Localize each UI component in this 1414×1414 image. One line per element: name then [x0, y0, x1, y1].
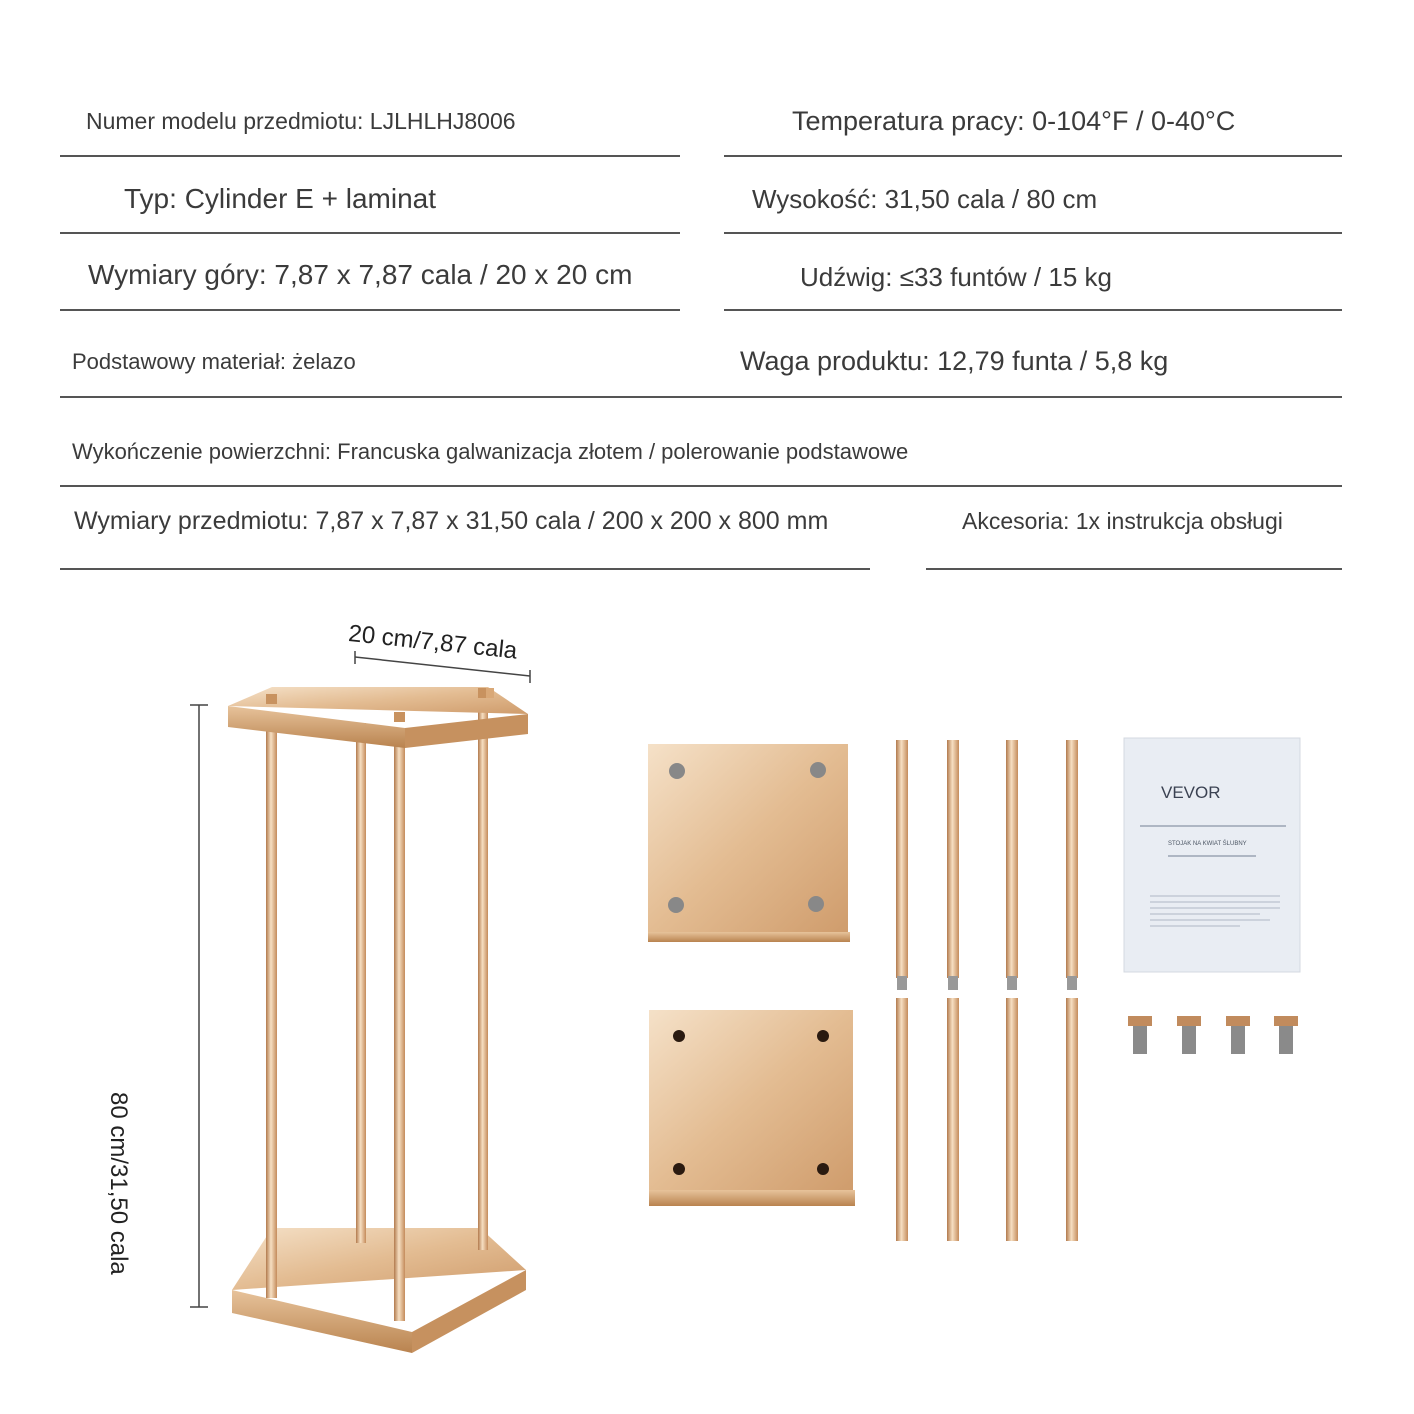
lower-rods: [896, 998, 1078, 1241]
manual-brand: VEVOR: [1161, 783, 1221, 802]
spec-temperature: Temperatura pracy: 0-104°F / 0-40°C: [792, 106, 1236, 136]
spec-accessories: Akcesoria: 1x instrukcja obsługi: [962, 508, 1283, 534]
manual-title: STOJAK NA KWIAT ŚLUBNY: [1168, 841, 1247, 847]
rod-thread: [948, 976, 958, 990]
assembled-stand: [228, 687, 528, 1353]
bolt-cap: [394, 712, 405, 722]
manual-cover: [1124, 738, 1300, 972]
bolt: [808, 896, 824, 912]
spec-model: Numer modelu przedmiotu: LJLHLHJ8006: [86, 108, 516, 134]
rod: [1006, 998, 1018, 1241]
screw: [1274, 1016, 1298, 1054]
bolt-cap: [266, 694, 277, 704]
rod-thread: [1007, 976, 1017, 990]
spec-load-capacity: Udźwig: ≤33 funtów / 15 kg: [800, 262, 1112, 292]
rod: [947, 998, 959, 1241]
screw: [1128, 1016, 1152, 1054]
rod: [947, 740, 959, 978]
rod: [896, 998, 908, 1241]
spec-item-dimensions: Wymiary przedmiotu: 7,87 x 7,87 x 31,50 cala / 200 x 200 x 800 mm: [74, 507, 829, 535]
hole: [817, 1030, 829, 1042]
hole: [673, 1030, 685, 1042]
screw: [1226, 1016, 1250, 1054]
height-dimension-label: 80 cm/31,50 cala: [105, 1092, 132, 1275]
hole: [673, 1163, 685, 1175]
rod: [394, 743, 405, 1321]
bolt-cap: [486, 688, 494, 698]
base-plate-edge: [232, 1290, 412, 1353]
rod: [356, 723, 366, 1243]
instruction-manual: [1124, 738, 1300, 972]
bolt: [810, 762, 826, 778]
bolt: [669, 763, 685, 779]
plate-with-holes: [649, 1010, 855, 1206]
rod: [266, 730, 277, 1298]
screw: [1177, 1016, 1201, 1054]
rod: [1006, 740, 1018, 978]
plate-edge: [649, 1190, 855, 1206]
hole: [817, 1163, 829, 1175]
screws: [1128, 1016, 1298, 1054]
top-plate-edge: [228, 706, 405, 748]
plate-with-bolts: [648, 744, 850, 942]
width-dimension-line: [355, 651, 530, 683]
spec-surface-finish: Wykończenie powierzchni: Francuska galwanizacja złotem / polerowanie podstawowe: [72, 439, 909, 464]
top-plate-side: [405, 714, 528, 748]
rod-thread: [897, 976, 907, 990]
upper-rods: [896, 740, 1078, 990]
width-dimension-label: 20 cm/7,87 cala: [347, 620, 519, 665]
bolt: [668, 897, 684, 913]
height-dimension-line: [190, 705, 208, 1307]
spec-base-material: Podstawowy materiał: żelazo: [72, 349, 356, 374]
spec-product-weight: Waga produktu: 12,79 funta / 5,8 kg: [740, 346, 1169, 376]
spec-top-dimensions: Wymiary góry: 7,87 x 7,87 cala / 20 x 20 cm: [88, 259, 633, 290]
rod: [1066, 998, 1078, 1241]
rod: [478, 710, 488, 1250]
spec-type: Typ: Cylinder E + laminat: [124, 183, 437, 214]
base-plate-side: [412, 1270, 526, 1353]
rod: [1066, 740, 1078, 978]
plate-edge: [648, 932, 850, 942]
rod: [896, 740, 908, 978]
spec-height: Wysokość: 31,50 cala / 80 cm: [752, 184, 1098, 214]
rod-thread: [1067, 976, 1077, 990]
